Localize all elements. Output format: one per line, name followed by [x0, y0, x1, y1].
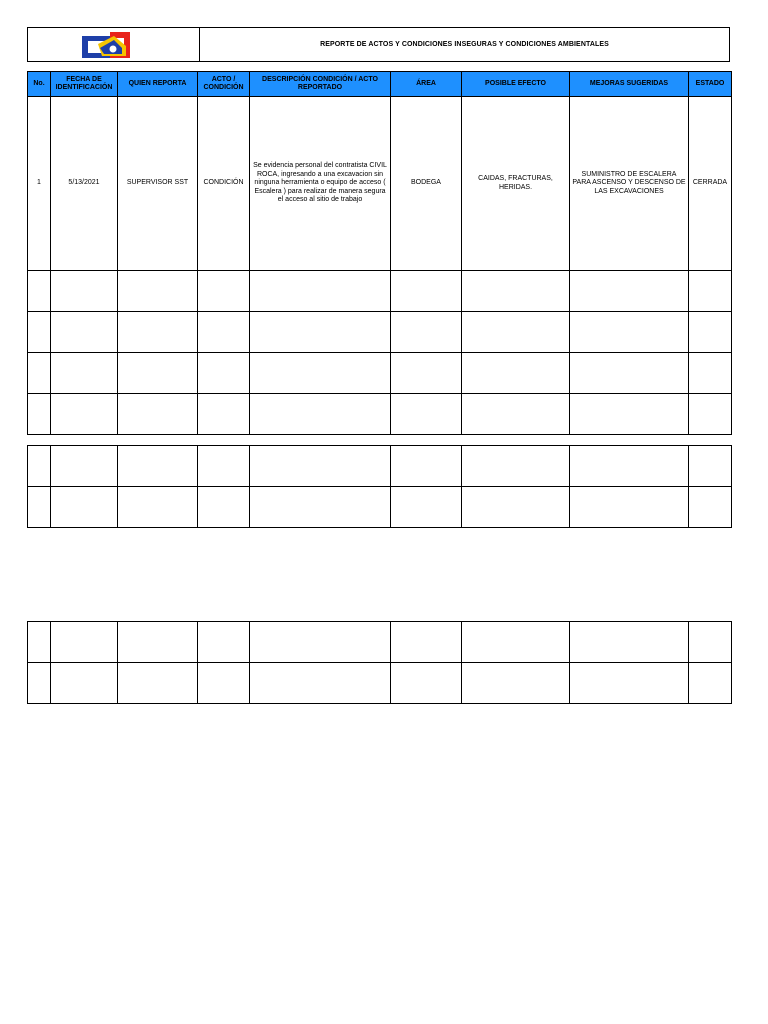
empty-row	[28, 312, 732, 353]
empty-row	[28, 487, 732, 528]
company-logo-icon	[80, 30, 138, 60]
logo-cell	[28, 28, 200, 61]
empty-row	[28, 663, 732, 704]
report-header	[27, 27, 730, 62]
report-title: REPORTE DE ACTOS Y CONDICIONES INSEGURAS Y CONDICIONES AMBIENTALES	[320, 41, 609, 48]
empty-row	[28, 271, 732, 312]
table-row	[28, 97, 732, 271]
empty-row	[28, 622, 732, 663]
report-table	[27, 71, 732, 435]
cell-efecto: CAIDAS, FRACTURAS, HERIDAS.	[462, 97, 570, 271]
column-header-estado: ESTADO	[689, 72, 732, 97]
column-header-fecha: FECHA DE IDENTIFICACIÓN	[51, 72, 118, 97]
column-header-efecto: POSIBLE EFECTO	[462, 72, 570, 97]
table-header-row	[28, 72, 732, 97]
report-table-continued-2	[27, 621, 732, 704]
cell-descripcion: Se evidencia personal del contratista CIVIL ROCA, ingresando a una excavacion sin ninguna herramienta o equipo de acceso ( Escalera ) para realizar de manera segura el acceso al sitio de trabajo	[250, 97, 391, 271]
report-table-continued	[27, 445, 732, 528]
cell-no: 1	[28, 97, 51, 271]
cell-fecha: 5/13/2021	[51, 97, 118, 271]
cell-mejoras: SUMINISTRO DE ESCALERA PARA ASCENSO Y DESCENSO DE LAS EXCAVACIONES	[570, 97, 689, 271]
empty-row	[28, 446, 732, 487]
column-header-mejoras: MEJORAS SUGERIDAS	[570, 72, 689, 97]
cell-area: BODEGA	[391, 97, 462, 271]
cell-quien: SUPERVISOR SST	[118, 97, 198, 271]
column-header-descripcion: DESCRIPCIÓN CONDICIÓN / ACTO REPORTADO	[250, 72, 391, 97]
cell-estado: CERRADA	[689, 97, 732, 271]
column-header-acto: ACTO / CONDICIÓN	[198, 72, 250, 97]
empty-row	[28, 353, 732, 394]
empty-row	[28, 394, 732, 435]
column-header-area: ÁREA	[391, 72, 462, 97]
column-header-no: No.	[28, 72, 51, 97]
column-header-quien: QUIEN REPORTA	[118, 72, 198, 97]
cell-acto: CONDICIÓN	[198, 97, 250, 271]
